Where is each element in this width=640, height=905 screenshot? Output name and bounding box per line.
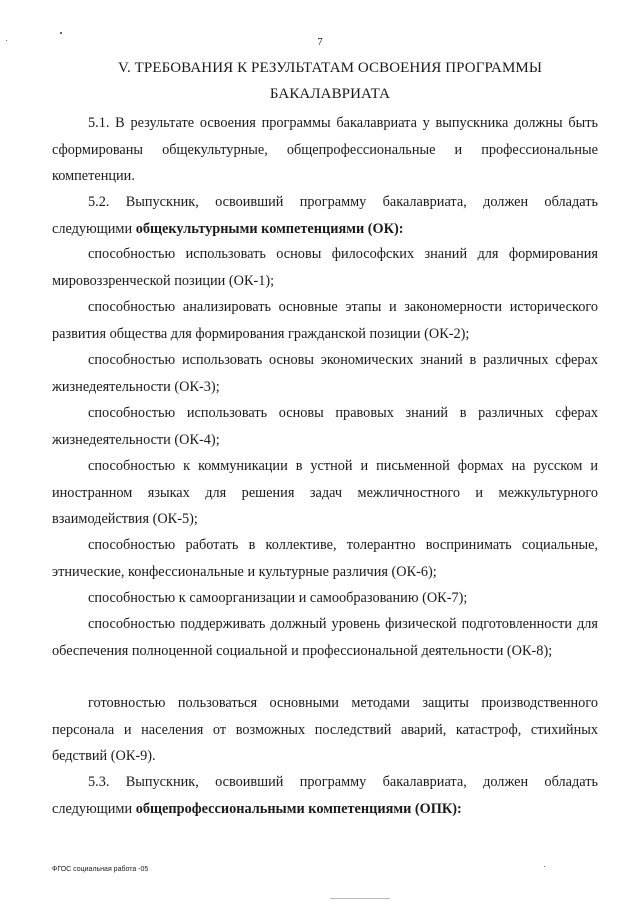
ok-item-7: способностью к самоорганизации и самообразованию (ОК-7); [88, 590, 468, 606]
paragraph-5-2-bold: общекультурными компетенциями (ОК): [135, 220, 404, 237]
scan-speck [60, 32, 62, 34]
paragraph-5-2 [52, 189, 598, 242]
paragraph-5-3 [52, 769, 598, 822]
footer-label: ФГОС социальная работа -05 [52, 866, 149, 873]
ok-item-2: способностью анализировать основные этапы и закономерности исторического развития общества для формирования гражданской позиции (ОК-2); [52, 299, 598, 342]
paragraph-5-3-bold: общепрофессиональными компетенциями (ОПК): [135, 800, 462, 817]
ok-item-8: способностью поддерживать должный уровень физической подготовленности для обеспечения полноценной социальной и профессиональной деятельности (ОК-8); [52, 616, 598, 659]
paragraph-5-2-text: 5.2. Выпускник, освоивший программу бакалавриата, должен обладать следующими [52, 194, 598, 237]
ok-item-6: способностью работать в коллективе, толерантно воспринимать социальные, этнические, конфессиональные и культурные различия (ОК-6); [52, 537, 598, 580]
ok-item-5: способностью к коммуникации в устной и письменной формах на русском и иностранном языках для решения задач межличностного и межкультурного взаимодействия (ОК-5); [52, 458, 598, 527]
ok-item-3: способностью использовать основы экономических знаний в различных сферах жизнедеятельности (ОК-3); [52, 352, 598, 395]
paragraph-5-3-text: 5.3. Выпускник, освоивший программу бакалавриата, должен обладать следующими [52, 774, 598, 817]
ok-item-9: готовностью пользоваться основными методами защиты производственного персонала и населения от возможных последствий аварий, катастроф, стихийных бедствий (ОК-9). [52, 695, 598, 764]
paragraph-5-1: 5.1. В результате освоения программы бакалавриата у выпускника должны быть сформированы общекультурные, общепрофессиональные и профессиональные компетенции. [52, 115, 598, 184]
page-number: 7 [317, 36, 323, 48]
ok-item-1: способностью использовать основы философских знаний для формирования мировоззренческой позиции (ОК-1); [52, 246, 598, 289]
scan-artifact [330, 898, 390, 899]
section-title: V. ТРЕБОВАНИЯ К РЕЗУЛЬТАТАМ ОСВОЕНИЯ ПРОГРАММЫ [117, 60, 543, 76]
section-title-continued: БАКАЛАВРИАТА [269, 86, 391, 102]
ok-item-4: способностью использовать основы правовых знаний в различных сферах жизнедеятельности (ОК-4); [52, 405, 598, 448]
scan-speck [544, 866, 545, 867]
